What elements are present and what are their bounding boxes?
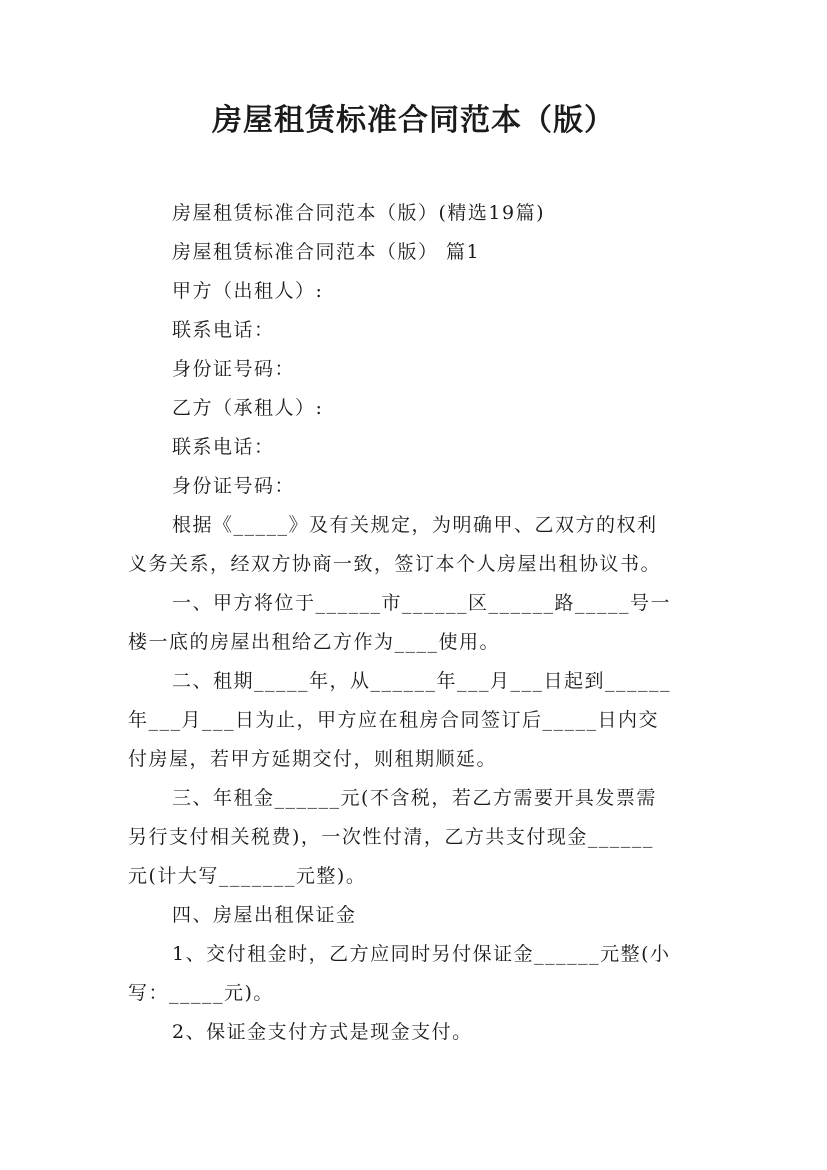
text-line: 联系电话： xyxy=(172,319,275,341)
text-line: 房屋租赁标准合同范本（版）(精选19篇) xyxy=(172,202,546,224)
text-line: 1、交付租金时，乙方应同时另付保证金______元整(小 xyxy=(172,943,671,965)
text-line: 乙方（承租人）: xyxy=(172,397,324,419)
text-line: 2、保证金支付方式是现金支付。 xyxy=(172,1021,473,1043)
document-body xyxy=(128,194,708,1052)
text-line: 联系电话： xyxy=(172,436,275,458)
text-line: 四、房屋出租保证金 xyxy=(172,904,357,926)
text-line: 二、租期_____年，从______年___月___日起到______ xyxy=(172,670,672,692)
text-line: 身份证号码： xyxy=(172,475,296,497)
text-line: 义务关系，经双方协商一致，签订本个人房屋出租协议书。 xyxy=(128,553,662,575)
text-line: 身份证号码： xyxy=(172,358,296,380)
text-line: 元(计大写_______元整)。 xyxy=(128,865,367,887)
text-line: 年___月___日为止，甲方应在租房合同签订后_____日内交 xyxy=(128,709,660,731)
text-line: 根据《_____》及有关规定，为明确甲、乙双方的权利 xyxy=(172,514,658,536)
document-title: 房屋租赁标准合同范本（版） xyxy=(212,103,615,138)
text-line: 三、年租金______元(不含税，若乙方需要开具发票需 xyxy=(172,787,657,809)
text-line: 一、甲方将位于______市______区______路_____号一 xyxy=(172,592,672,614)
text-line: 房屋租赁标准合同范本（版） 篇1 xyxy=(172,241,481,263)
text-line: 楼一底的房屋出租给乙方作为____使用。 xyxy=(128,631,501,653)
text-line: 写：_____元)。 xyxy=(128,982,274,1004)
text-line: 甲方（出租人）: xyxy=(172,280,324,302)
text-line: 另行支付相关税费)，一次性付清，乙方共支付现金______ xyxy=(128,826,654,848)
text-line: 付房屋，若甲方延期交付，则租期顺延。 xyxy=(128,748,498,770)
